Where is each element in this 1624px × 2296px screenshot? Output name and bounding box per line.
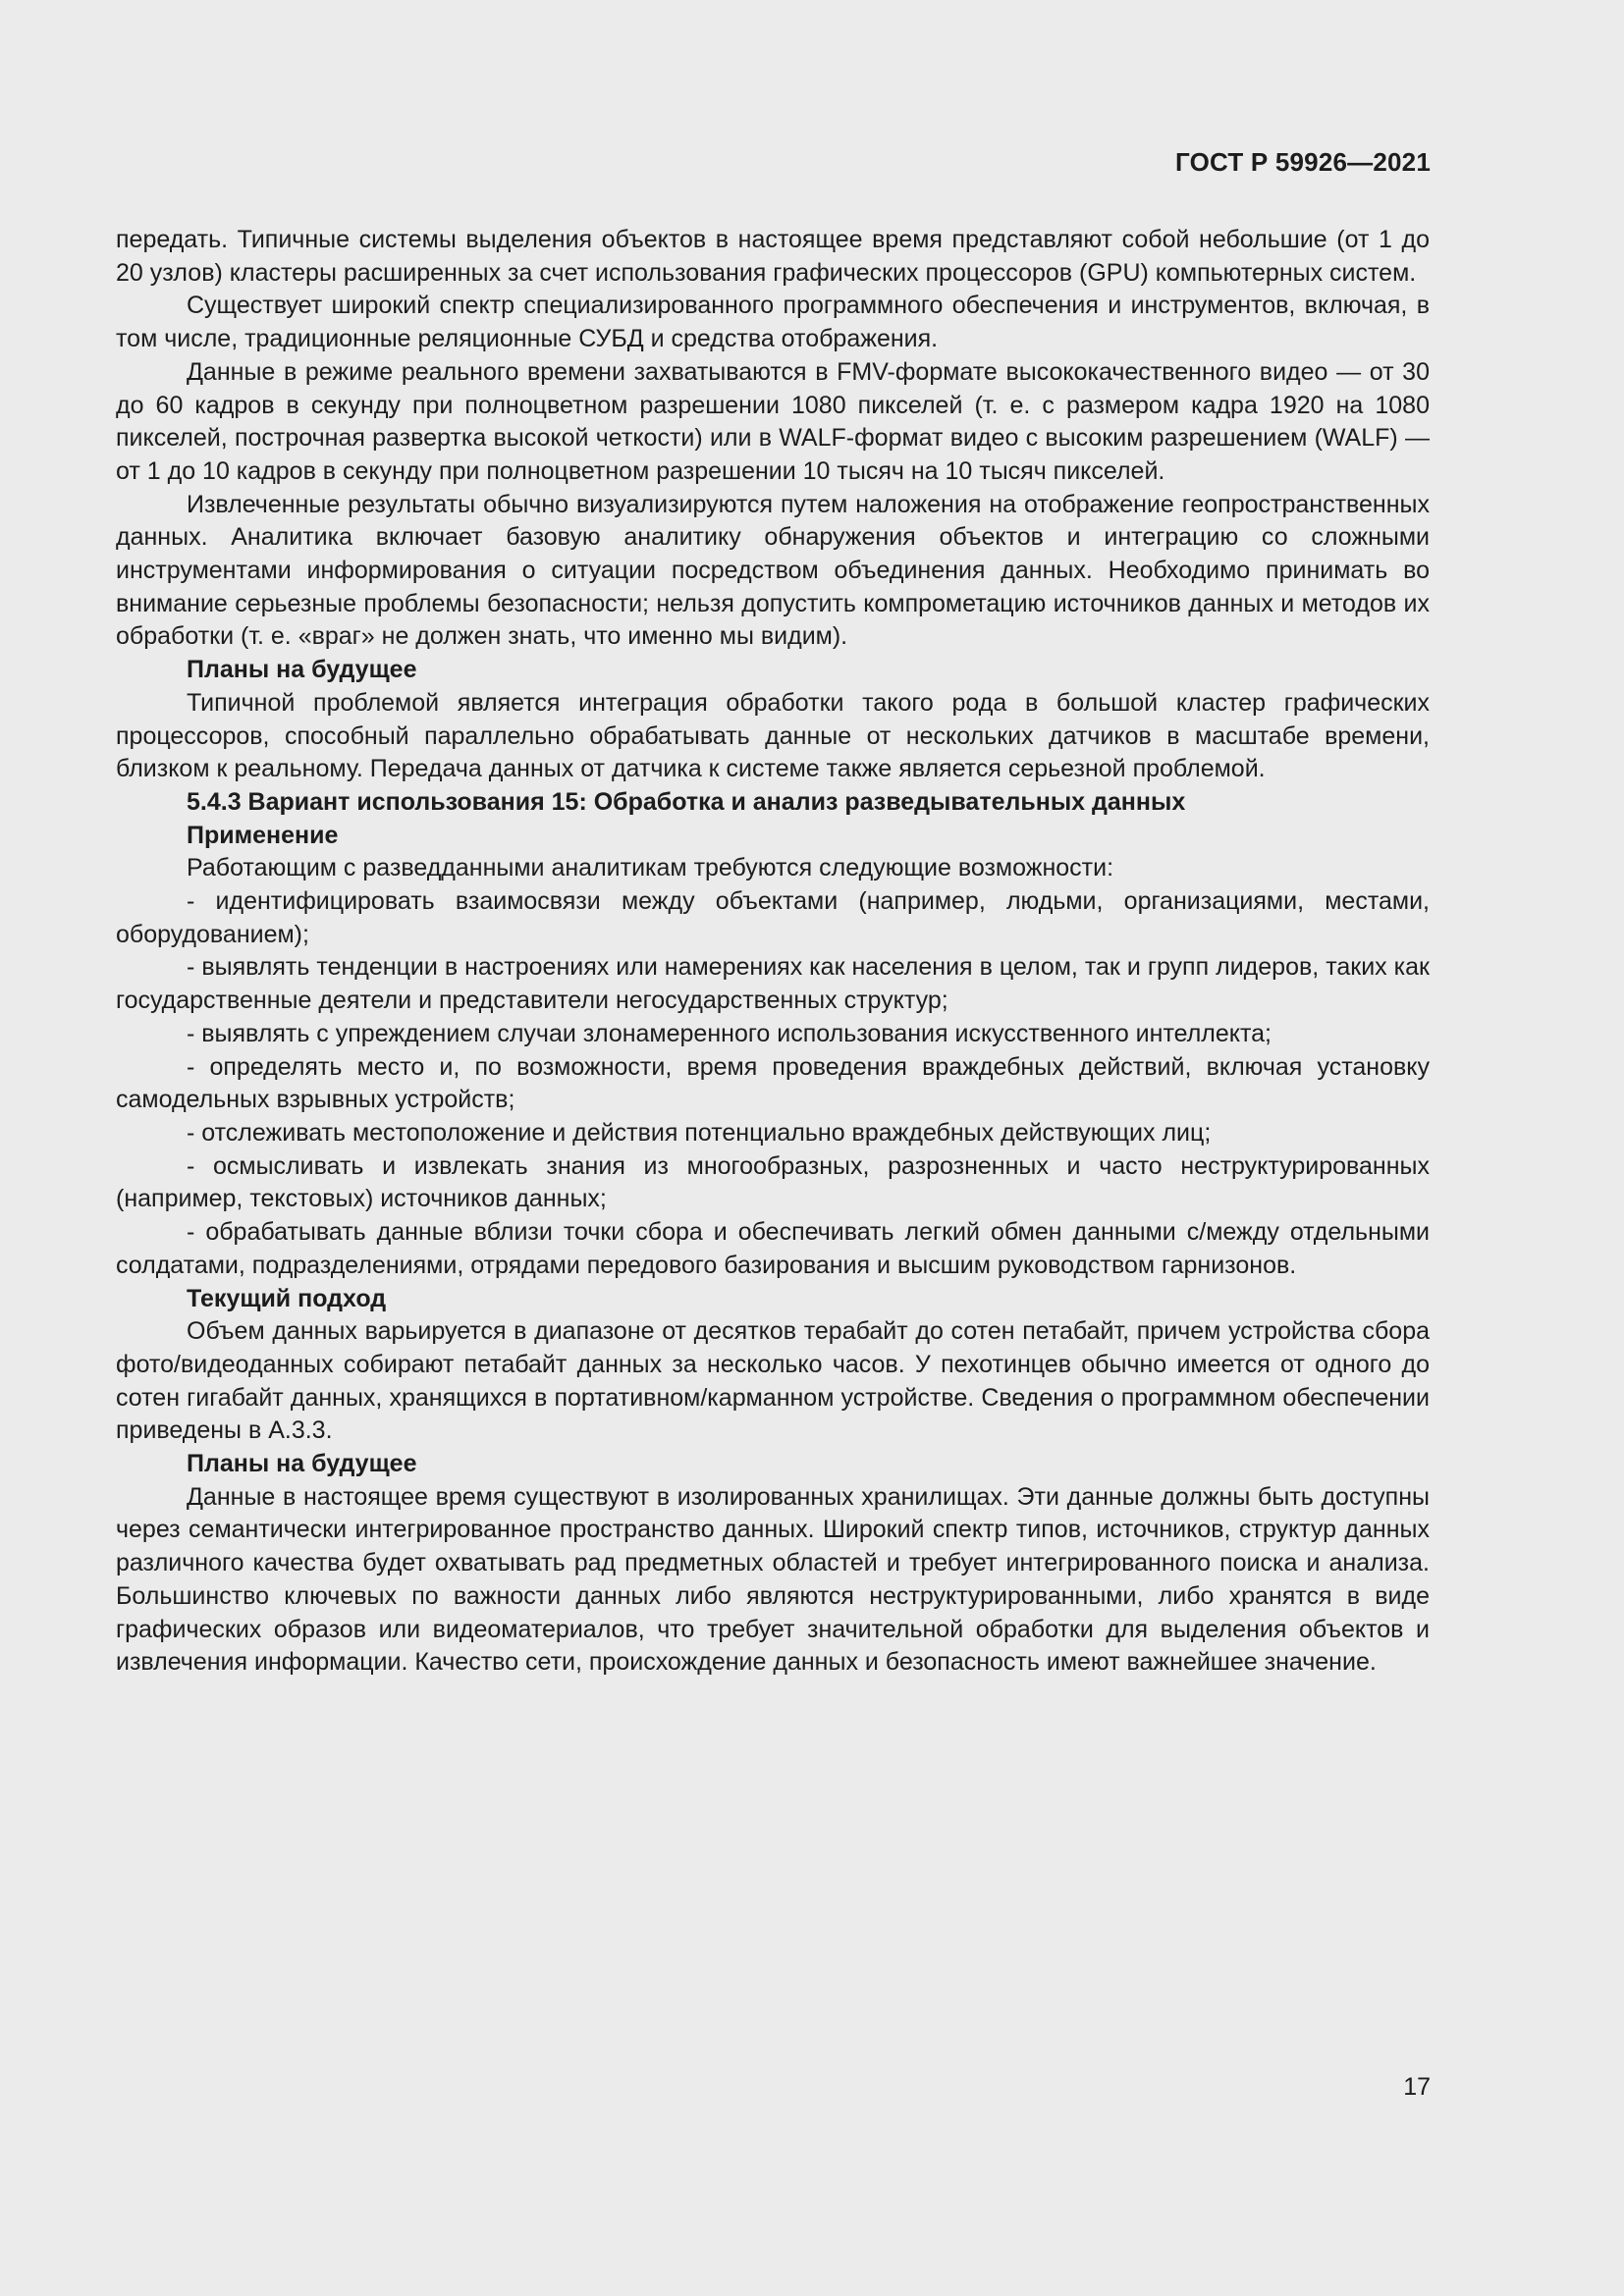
list-item: - обрабатывать данные вблизи точки сбора и обеспечивать легкий обмен данными с/между отдельными солдатами, подразделениями, отрядами передового базирования и высшим руководством гарнизонов. [116, 1218, 1430, 1279]
document-code: ГОСТ Р 59926—2021 [1175, 147, 1431, 177]
paragraph: Данные в настоящее время существуют в изолированных хранилищах. Эти данные должны быть доступны через семантически интегрированное пространство данных. Широкий спектр типов, источников, структур данных различного качества будет охватывать рад предметных областей и требует интегрированного поиска и анализа. Большинство ключевых по важности данных либо являются неструктурированными, либо хранятся в виде графических образов или видеоматериалов, что требует значительной обработки для выделения объектов и извлечения информации. Качество сети, происхождение данных и безопасность имеют важнейшее значение. [116, 1482, 1430, 1677]
page-number: 17 [1403, 2073, 1431, 2101]
section-heading: Применение [187, 821, 339, 849]
section-heading: Планы на будущее [187, 656, 417, 684]
paragraph: Существует широкий спектр специализированного программного обеспечения и инструментов, включая, в том числе, традиционные реляционные СУБД и средства отображения. [116, 292, 1430, 353]
paragraph: Объем данных варьируется в диапазоне от десятков терабайт до сотен петабайт, причем устройства сбора фото/видеоданных собирают петабайт данных за несколько часов. У пехотинцев обычно имеется от одного до сотен гигабайт данных, хранящихся в портативном/карманном устройстве. Сведения о программном обеспечении приведены в А.3.3. [116, 1317, 1430, 1445]
list-item: - отслеживать местоположение и действия потенциально враждебных действующих лиц; [187, 1118, 1212, 1147]
document-body [116, 224, 1430, 1680]
list-item: - идентифицировать взаимосвязи между объектами (например, людьми, организациями, местами, оборудованием); [116, 887, 1430, 948]
list-item: - выявлять тенденции в настроениях или намерениях как населения в целом, так и групп лидеров, таких как государственные деятели и представители негосударственных структур; [116, 953, 1430, 1015]
list-item: - осмысливать и извлекать знания из многообразных, разрозненных и часто неструктурированных (например, текстовых) источников данных; [116, 1151, 1430, 1213]
paragraph: Извлеченные результаты обычно визуализируются путем наложения на отображение геопространственных данных. Аналитика включает базовую аналитику обнаружения объектов и интеграцию со сложными инструментами информирования о ситуации посредством объединения данных. Необходимо принимать во внимание серьезные проблемы безопасности; нельзя допустить компрометацию источников данных и методов их обработки (т. е. «враг» не должен знать, что именно мы видим). [116, 490, 1430, 651]
section-heading: Планы на будущее [187, 1450, 417, 1478]
paragraph: Данные в режиме реального времени захватываются в FMV-формате высококачественного видео — от 30 до 60 кадров в секунду при полноцветном разрешении 1080 пикселей (т. е. с размером кадра 1920 на 1080 пикселей, построчная развертка высокой четкости) или в WALF-формат видео с высоким разрешением (WALF) — от 1 до 10 кадров в секунду при полноцветном разрешении 10 тысяч на 10 тысяч пикселей. [116, 357, 1430, 485]
list-item: - определять место и, по возможности, время проведения враждебных действий, включая установку самодельных взрывных устройств; [116, 1052, 1430, 1114]
subsection-title: 5.4.3 Вариант использования 15: Обработка и анализ разведывательных данных [187, 787, 1186, 816]
paragraph: Типичной проблемой является интеграция обработки такого рода в большой кластер графических процессоров, способный параллельно обрабатывать данные от нескольких датчиков в масштабе времени, близком к реальному. Передача данных от датчика к системе также является серьезной проблемой. [116, 688, 1430, 783]
paragraph: Работающим с разведданными аналитикам требуются следующие возможности: [187, 854, 1114, 882]
section-heading: Текущий подход [187, 1284, 387, 1312]
list-item: - выявлять с упреждением случаи злонамеренного использования искусственного интеллекта; [187, 1019, 1272, 1047]
paragraph: передать. Типичные системы выделения объектов в настоящее время представляют собой небольшие (от 1 до 20 узлов) кластеры расширенных за счет использования графических процессоров (GPU) компьютерных систем. [116, 226, 1430, 287]
